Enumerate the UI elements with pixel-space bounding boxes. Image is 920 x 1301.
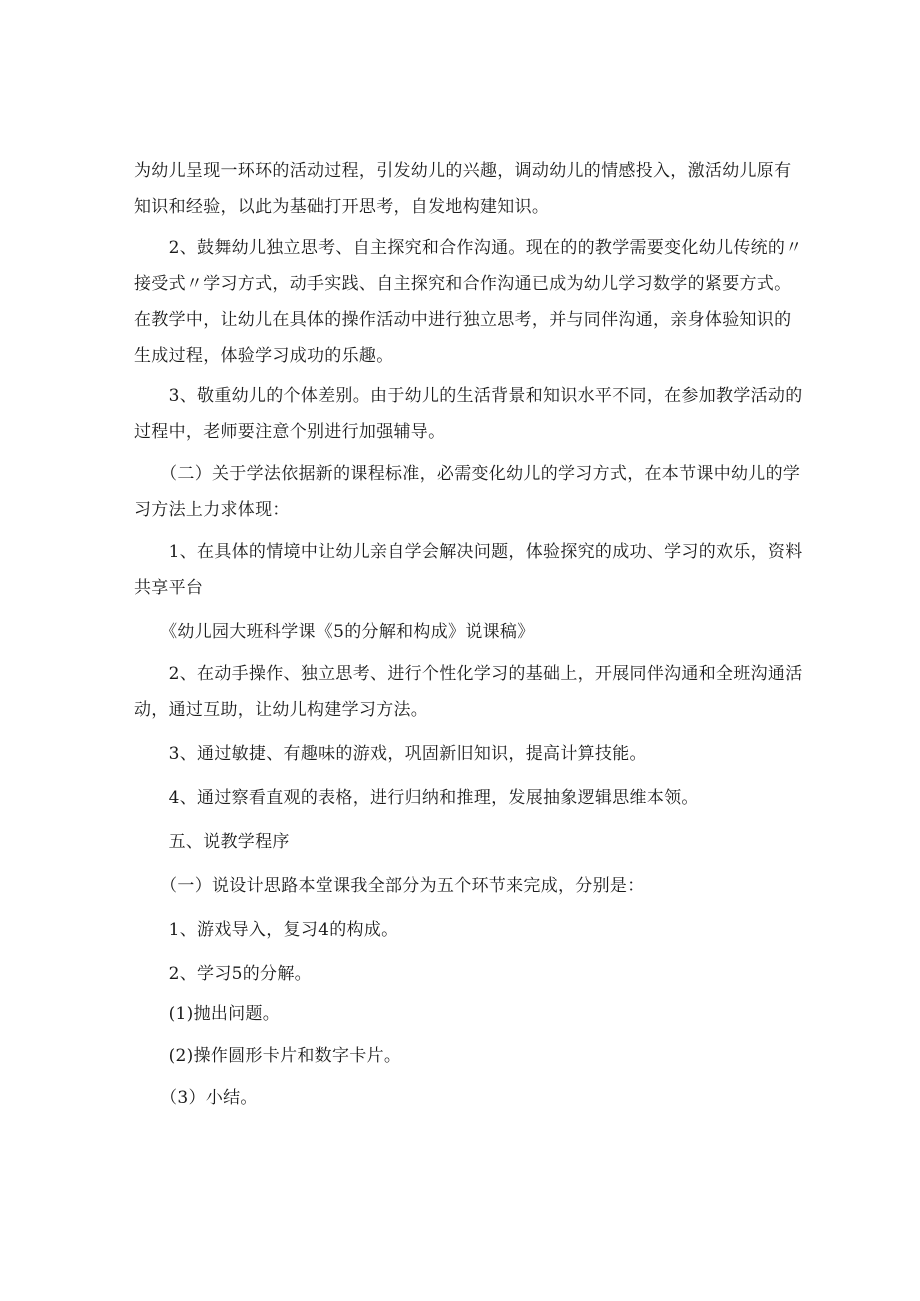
text-line: 动，通过互助，让幼儿构建学习方法。 (134, 700, 429, 720)
text-line: 《幼儿园大班科学课《5的分解和构成》说课稿》 (134, 622, 535, 642)
text-line: 4、通过察看直观的表格，进行归纳和推理，发展抽象逻辑思维本领。 (134, 788, 699, 808)
text-line: 五、说教学程序 (134, 832, 290, 852)
text-line: 2、在动手操作、独立思考、进行个性化学习的基础上，开展同伴沟通和全班沟通活 (134, 664, 803, 684)
paragraph-respect-differences (134, 378, 803, 450)
text-line: （一）说设计思路本堂课我全部分为五个环节来完成，分别是： (134, 876, 645, 896)
paragraph-design-idea (134, 868, 794, 904)
text-line: 3、敬重幼儿的个体差别。由于幼儿的生活背景和知识水平不同，在参加教学活动的 (134, 386, 803, 406)
text-line: 2、鼓舞幼儿独立思考、自主探究和合作沟通。现在的的教学需要变化幼儿传统的〃 (134, 238, 803, 258)
text-line: 1、游戏导入，复习4的构成。 (134, 920, 399, 940)
text-line: 1、在具体的情境中让幼儿亲自学会解决问题，体验探究的成功、学习的欢乐，资料 (134, 542, 803, 562)
list-item-sub-3 (134, 1080, 794, 1116)
text-line: 3、通过敏捷、有趣味的游戏，巩固新旧知识，提高计算技能。 (134, 744, 647, 764)
list-item-sub-2 (134, 1038, 794, 1074)
text-line: 知识和经验，以此为基础打开思考，自发地构建知识。 (134, 197, 550, 217)
list-item-sub-1 (134, 996, 794, 1032)
text-line: 在教学中，让幼儿在具体的操作活动中进行独立思考，并与同伴沟通，亲身体验知识的 (134, 310, 792, 330)
paragraph-method-4 (134, 780, 794, 816)
list-item-step-1 (134, 912, 794, 948)
text-line: 接受式〃学习方式，动手实践、自主探究和合作沟通已成为幼儿学习数学的紧要方式。 (134, 274, 792, 294)
text-line: 过程中，老师要注意个别进行加强辅导。 (134, 422, 446, 442)
text-line: 2、学习5的分解。 (134, 964, 312, 984)
paragraph-title-reference (134, 614, 794, 650)
section-heading-teaching-procedure (134, 824, 794, 860)
paragraph-method-1 (134, 534, 803, 606)
text-line: 共享平台 (134, 578, 204, 598)
text-line: （3）小结。 (134, 1088, 258, 1108)
text-line: 习方法上力求体现： (134, 500, 290, 520)
paragraph-encourage-thinking (134, 230, 803, 374)
list-item-step-2 (134, 956, 794, 992)
text-line: 生成过程，体验学习成功的乐趣。 (134, 346, 394, 366)
text-line: 为幼儿呈现一环环的活动过程，引发幼儿的兴趣，调动幼儿的情感投入，激活幼儿原有 (134, 161, 792, 181)
text-line: (1)抛出问题。 (134, 1004, 281, 1024)
paragraph-learning-method (134, 456, 801, 528)
paragraph-method-2 (134, 656, 803, 728)
text-line: (2)操作圆形卡片和数字卡片。 (134, 1046, 402, 1066)
paragraph-intro (134, 153, 794, 225)
text-line: （二）关于学法依据新的课程标准，必需变化幼儿的学习方式，在本节课中幼儿的学 (134, 464, 801, 484)
paragraph-method-3 (134, 736, 794, 772)
